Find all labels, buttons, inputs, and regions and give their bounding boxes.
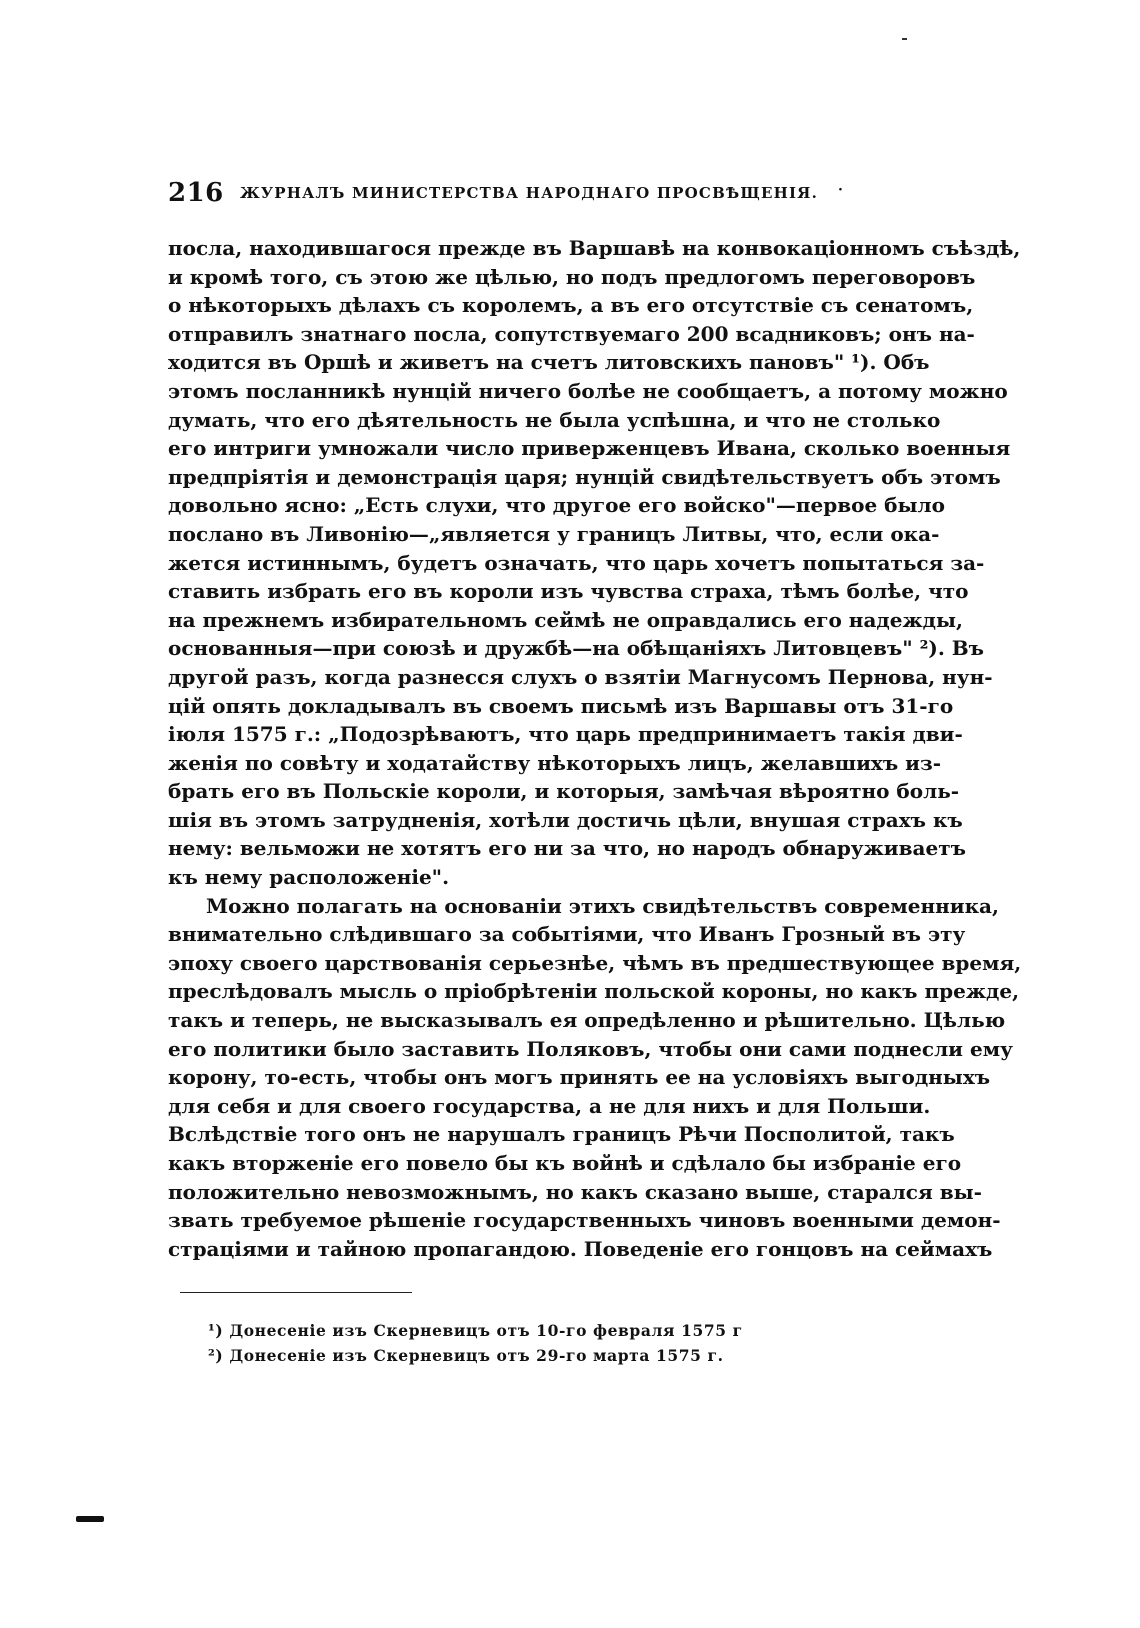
text-line: его интриги умножали число приверженцевъ Ивана, сколько военныя xyxy=(168,436,1011,461)
page-number: 216 xyxy=(168,178,224,208)
text-line: корону, то-есть, чтобы онъ могъ принять ее на условіяхъ выгодныхъ xyxy=(168,1065,991,1090)
text-line: внимательно слѣдившаго за событіями, что Иванъ Грозный въ эту xyxy=(168,922,966,947)
text-line: ходится въ Оршѣ и живетъ на счетъ литовскихъ пановъ" ¹). Объ xyxy=(168,350,930,375)
text-line: основанныя—при союзѣ и дружбѣ—на обѣщаніяхъ Литовцевъ" ²). Въ xyxy=(168,636,985,661)
footnote: ¹) Донесеніе изъ Скерневицъ отъ 10-го февраля 1575 г xyxy=(208,1321,743,1340)
text-line: нему: вельможи не хотятъ его ни за что, но народъ обнаруживаетъ xyxy=(168,836,966,861)
text-line: послано въ Ливонію—„является у границъ Литвы, что, если ока- xyxy=(168,521,940,546)
text-line: другой разъ, когда разнесся слухъ о взятіи Магнусомъ Пернова, нун- xyxy=(168,664,993,689)
footnote-divider xyxy=(180,1292,412,1293)
text-line: для себя и для своего государства, а не для нихъ и для Польши. xyxy=(168,1093,931,1118)
speck-mark: · xyxy=(838,182,843,198)
text-line: Вслѣдствіе того онъ не нарушалъ границъ Рѣчи Посполитой, такъ xyxy=(168,1122,955,1147)
text-line: цій опять докладывалъ въ своемъ письмѣ изъ Варшавы отъ 31-го xyxy=(168,693,954,718)
text-line: женія по совѣту и ходатайству нѣкоторыхъ лицъ, желавшихъ из- xyxy=(168,750,942,775)
body-text xyxy=(168,234,1022,1263)
text-line: положительно невозможнымъ, но какъ сказано выше, старался вы- xyxy=(168,1179,982,1204)
text-line: посла, находившагося прежде въ Варшавѣ на конвокаціонномъ съѣздѣ, xyxy=(168,236,1021,260)
text-line: на прежнемъ избирательномъ сеймѣ не оправдались его надежды, xyxy=(168,607,963,632)
text-line: къ нему расположеніе". xyxy=(168,865,450,890)
text-line: преслѣдовалъ мысль о пріобрѣтеніи польской короны, но какъ прежде, xyxy=(168,979,1020,1004)
text-line: эпоху своего царствованія серьезнѣе, чѣмъ въ предшествующее время, xyxy=(168,950,1022,975)
running-head: ЖУРНАЛЪ МИНИСТЕРСТВА НАРОДНАГО ПРОСВѢЩЕНІЯ. xyxy=(240,184,819,202)
text-line: іюля 1575 г.: „Подозрѣваютъ, что царь предпринимаетъ такія дви- xyxy=(168,722,963,747)
page-header xyxy=(168,178,908,212)
text-line: довольно ясно: „Есть слухи, что другое его войско"—первое было xyxy=(168,493,945,518)
footnote: ²) Донесеніе изъ Скерневицъ отъ 29-го марта 1575 г. xyxy=(208,1346,724,1365)
text-line: звать требуемое рѣшеніе государственныхъ чиновъ военными демон- xyxy=(168,1208,1001,1233)
text-line: о нѣкоторыхъ дѣлахъ съ королемъ, а въ его отсутствіе съ сенатомъ, xyxy=(168,293,974,318)
text-line: шія въ этомъ затрудненія, хотѣли достичь цѣли, внушая страхъ къ xyxy=(168,807,963,832)
text-line: отправилъ знатнаго посла, сопутствуемаго 200 всадниковъ; онъ на- xyxy=(168,321,975,346)
text-line: какъ вторженіе его повело бы къ войнѣ и сдѣлало бы избраніе его xyxy=(168,1151,962,1175)
text-line: думать, что его дѣятельность не была успѣшна, и что не столько xyxy=(168,407,941,432)
text-line: этомъ посланникѣ нунцій ничего болѣе не сообщаетъ, а потому можно xyxy=(168,378,1008,403)
text-line: его политики было заставить Поляковъ, чтобы они сами поднесли ему xyxy=(168,1036,1013,1061)
text-line: ставить избрать его въ короли изъ чувства страха, тѣмъ болѣе, что xyxy=(168,579,969,604)
footnotes xyxy=(208,1318,808,1368)
text-line: предпріятія и демонстрація царя; нунцій свидѣтельствуетъ объ этомъ xyxy=(168,464,1001,489)
text-line: такъ и теперь, не высказывалъ ея опредѣленно и рѣшительно. Цѣлью xyxy=(168,1008,1006,1033)
speck-mark xyxy=(902,38,907,40)
text-line: страціями и тайною пропагандою. Поведеніе его гонцовъ на сеймахъ xyxy=(168,1236,993,1261)
text-line: брать его въ Польскіе короли, и которыя, замѣчая вѣроятно боль- xyxy=(168,779,960,804)
text-line: жется истиннымъ, будетъ означать, что царь хочетъ попытаться за- xyxy=(168,550,985,575)
margin-mark xyxy=(76,1516,104,1522)
paragraph-start-line: Можно полагать на основаніи этихъ свидѣтельствъ современника, xyxy=(206,893,999,918)
text-line: и кромѣ того, съ этою же цѣлью, но подъ предлогомъ переговоровъ xyxy=(168,264,976,289)
